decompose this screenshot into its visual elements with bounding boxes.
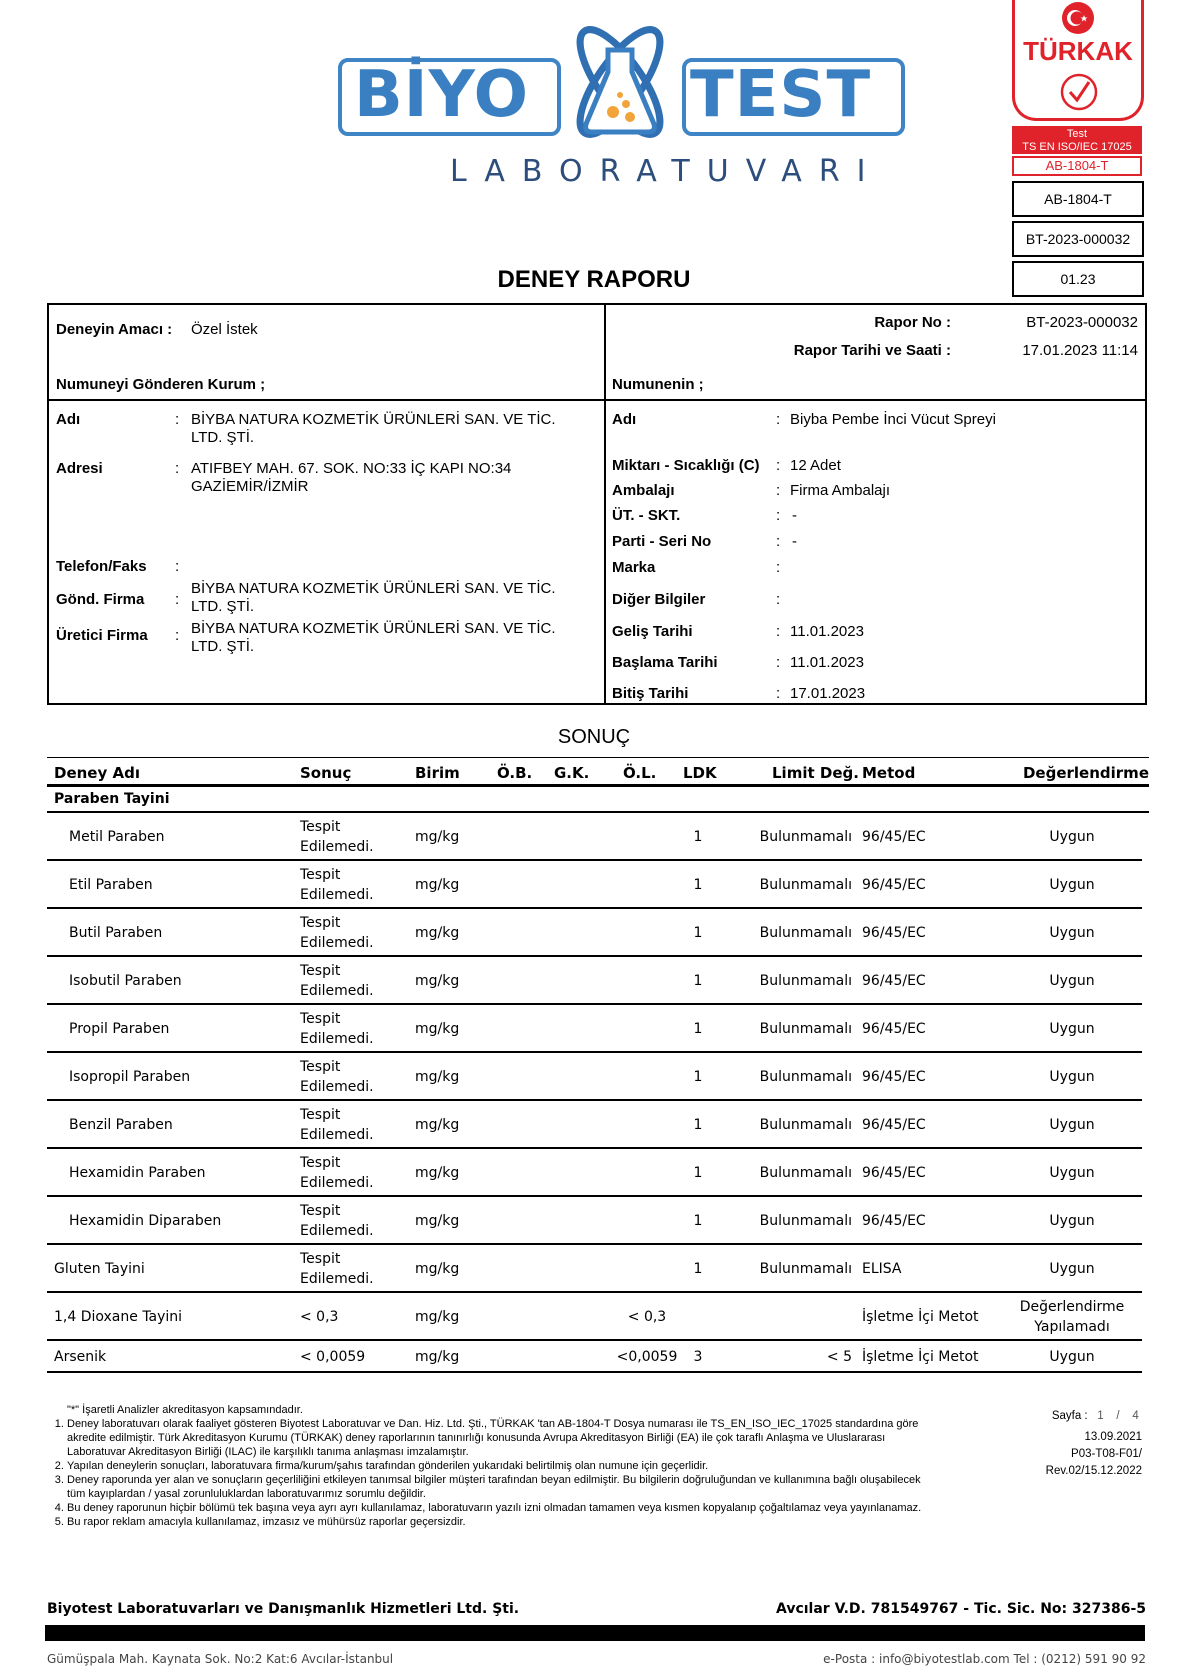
sample-packaging-label: Ambalajı (612, 482, 675, 499)
sender-address-value: ATIFBEY MAH. 67. SOK. NO:33 İÇ KAPI NO:34 GAZİEMİR/İZMİR (191, 460, 512, 495)
cell-evaluation: Uygun (1049, 829, 1095, 845)
col-ol: Ö.L. (623, 764, 657, 782)
colon: : (776, 533, 781, 550)
col-method: Metod (862, 764, 916, 782)
table-header (47, 757, 1149, 787)
report-no-box: BT-2023-000032 (1012, 221, 1144, 257)
cell-evaluation: Uygun (1049, 1117, 1095, 1133)
cell-method: ELISA (862, 1261, 902, 1277)
cell-evaluation: Uygun (1049, 973, 1095, 989)
results-heading: SONUÇ (557, 726, 631, 748)
cell-evaluation: Uygun (1049, 925, 1095, 941)
cell-ldk: 1 (693, 877, 703, 893)
turkak-accreditation-mark (1010, 0, 1144, 178)
report-no-label: Rapor No : (874, 314, 951, 331)
cell-method: 96/45/EC (862, 925, 926, 941)
end-date-label: Bitiş Tarihi (612, 685, 689, 702)
cell-limit: Bulunmamalı (759, 1213, 852, 1229)
cell-method: İşletme İçi Metot (862, 1309, 979, 1325)
cell-ldk: 1 (693, 1261, 703, 1277)
logo-subtitle: LABORATUVARI (450, 154, 883, 189)
group-label: Paraben Tayini (54, 791, 170, 807)
note-item: 2. Yapılan deneylerin sonuçları, laboratuvara firma/kurum/şahıs tarafından gönderilen yukarıdaki belirtilmiş olan numune için geçerlidir. (67, 1459, 927, 1473)
footer-bar (45, 1625, 1145, 1641)
sender-address-label: Adresi (56, 460, 103, 477)
sample-expiry-value: - (792, 507, 797, 524)
colon: : (175, 411, 180, 428)
cell-ldk: 1 (693, 973, 703, 989)
cell-limit: Bulunmamalı (759, 829, 852, 845)
colon: : (776, 654, 781, 671)
turkish-flag-icon (1060, 2, 1096, 36)
report-date-label: Rapor Tarihi ve Saati : (793, 342, 951, 359)
colon: : (776, 591, 781, 608)
sender-phone-label: Telefon/Faks (56, 558, 147, 575)
notes-intro: "*" İşaretli Analizler akreditasyon kapsamındadır. (67, 1404, 303, 1416)
cell-unit: mg/kg (415, 1021, 460, 1037)
cell-method: 96/45/EC (862, 973, 926, 989)
cell-method: 96/45/EC (862, 1021, 926, 1037)
cell-result: < 0,3 (300, 1309, 339, 1325)
cell-ldk: 1 (693, 1117, 703, 1133)
colon: : (776, 457, 781, 474)
sample-header: Numunenin ; (612, 376, 704, 393)
manufacturer-label: Üretici Firma (56, 627, 148, 644)
arrival-date-label: Geliş Tarihi (612, 623, 693, 640)
report-notes (47, 1403, 927, 1529)
table-row (47, 1149, 1142, 1197)
page-number (1010, 1408, 1142, 1425)
col-ob: Ö.B. (497, 764, 533, 782)
group-paraben (47, 787, 1149, 813)
accreditation-code: AB-1804-T (1012, 156, 1142, 176)
table-row (47, 909, 1142, 957)
cell-ldk: 1 (693, 829, 703, 845)
col-ldk: LDK (683, 764, 717, 782)
flask-atom-icon (558, 20, 683, 150)
colon: : (175, 591, 180, 608)
cell-test-name: Gluten Tayini (54, 1261, 145, 1277)
cell-method: 96/45/EC (862, 877, 926, 893)
sample-batch-label: Parti - Seri No (612, 533, 712, 550)
cell-unit: mg/kg (415, 1309, 460, 1325)
sample-other-label: Diğer Bilgiler (612, 591, 706, 608)
page-title: DENEY RAPORU (497, 266, 691, 293)
cell-ldk: 1 (693, 1069, 703, 1085)
cell-result: Tespit Edilemedi. (300, 915, 374, 951)
report-info-box (47, 303, 1147, 705)
cell-limit: Bulunmamalı (759, 925, 852, 941)
cell-method: 96/45/EC (862, 829, 926, 845)
info-divider-vertical (604, 305, 606, 703)
footer-address: Gümüşpala Mah. Kaynata Sok. No:2 Kat:6 Avcılar-İstanbul (47, 1652, 394, 1666)
col-evaluation: Değerlendirme (1022, 764, 1149, 782)
cell-unit: mg/kg (415, 877, 460, 893)
sender-name-value: BİYBA NATURA KOZMETİK ÜRÜNLERİ SAN. VE TİC. LTD. ŞTİ. (191, 411, 556, 446)
cell-test-name: Isopropil Paraben (69, 1069, 191, 1085)
page-label: Sayfa : (1051, 1410, 1088, 1422)
cell-result: Tespit Edilemedi. (300, 1251, 374, 1287)
notes-list (47, 1417, 927, 1529)
cell-test-name: Isobutil Paraben (69, 973, 182, 989)
note-item: 4. Bu deney raporunun hiçbir bölümü tek başına veya ayrı ayrı kullanılamaz, laboratuvarın yazılı izni olmadan tamamen veya kısmen kopyalanıp çoğaltılamaz veya yayınlanamaz. (67, 1501, 927, 1515)
cell-limit: < 5 (826, 1349, 852, 1365)
sample-brand-label: Marka (612, 559, 656, 576)
check-mark-icon (1059, 72, 1099, 112)
sample-name-label: Adı (612, 411, 637, 428)
cell-limit: Bulunmamalı (759, 1165, 852, 1181)
sending-company-label: Gönd. Firma (56, 591, 145, 608)
accreditation-no-box: AB-1804-T (1012, 181, 1144, 217)
sample-batch-value: - (792, 533, 797, 550)
page-total: 4 (1132, 1410, 1139, 1422)
table-row (47, 1005, 1142, 1053)
cell-unit: mg/kg (415, 1165, 460, 1181)
arrival-date-value: 11.01.2023 (790, 623, 864, 640)
cell-unit: mg/kg (415, 925, 460, 941)
cell-method: 96/45/EC (862, 1165, 926, 1181)
table-row (47, 1101, 1142, 1149)
colon: : (776, 411, 781, 428)
accreditation-standard (1012, 126, 1142, 154)
cell-evaluation: Uygun (1049, 1069, 1095, 1085)
cell-evaluation: Değerlendirme Yapılamadı (1019, 1299, 1125, 1335)
cell-limit: Bulunmamalı (759, 973, 852, 989)
cell-method: 96/45/EC (862, 1213, 926, 1229)
cell-limit: Bulunmamalı (759, 1021, 852, 1037)
accreditation-type: Test (1066, 128, 1088, 140)
col-result: Sonuç (300, 764, 352, 782)
cell-test-name: Etil Paraben (69, 877, 153, 893)
sample-expiry-label: ÜT. - SKT. (612, 507, 681, 524)
form-code: P03-T08-F01/ (1071, 1448, 1142, 1460)
cell-test-name: Butil Paraben (69, 925, 163, 941)
cell-result: Tespit Edilemedi. (300, 1107, 374, 1143)
cell-test-name: Hexamidin Paraben (69, 1165, 206, 1181)
footer-company: Biyotest Laboratuvarları ve Danışmanlık Hizmetleri Ltd. Şti. (47, 1601, 520, 1617)
colon: : (175, 627, 180, 644)
cell-ol: <0,0059 (616, 1349, 678, 1365)
col-unit: Birim (415, 764, 460, 782)
sample-name-value: Biyba Pembe İnci Vücut Spreyi (790, 411, 996, 428)
cell-evaluation: Uygun (1049, 1021, 1095, 1037)
colon: : (776, 482, 781, 499)
cell-unit: mg/kg (415, 1261, 460, 1277)
cell-evaluation: Uygun (1049, 1165, 1095, 1181)
cell-ldk: 1 (693, 1165, 703, 1181)
cell-ldk: 1 (693, 1021, 703, 1037)
col-limit: Limit Değ. (772, 764, 859, 782)
start-date-value: 11.01.2023 (790, 654, 864, 671)
cell-unit: mg/kg (415, 1069, 460, 1085)
report-date-value: 17.01.2023 11:14 (1022, 342, 1138, 359)
table-row (47, 1197, 1142, 1245)
cell-method: 96/45/EC (862, 1069, 926, 1085)
turkak-title: TÜRKAK (1023, 36, 1133, 66)
cell-unit: mg/kg (415, 1117, 460, 1133)
cell-unit: mg/kg (415, 1349, 460, 1365)
table-row (47, 1341, 1142, 1373)
cell-test-name: Propil Paraben (69, 1021, 170, 1037)
col-test-name: Deney Adı (54, 764, 140, 782)
end-date-value: 17.01.2023 (790, 685, 866, 702)
note-item: 1. Deney laboratuvarı olarak faaliyet gösteren Biyotest Laboratuvar ve Dan. Hiz. Ltd. Şti., TÜRKAK 'tan AB-1804-T Dosya numarası ile TS_EN_ISO_IEC_17025 standardına göre akredite edilmiştir. Türk Akreditasyon Kurumu (TÜRKAK) deney raporlarının tanınırlığı konusunda Avrupa Akreditasyon Birliği (EA) ile çok taraflı Anlaşma ve Uluslararası Laboratuvar Akreditasyon Birliği (ILAC) ile karşılıklı tanıma anlaşması imzalamıştır. (67, 1417, 927, 1459)
logo-word-right: TEST (690, 58, 872, 132)
colon: : (776, 507, 781, 524)
cell-evaluation: Uygun (1049, 877, 1095, 893)
purpose-value: Özel İstek (191, 321, 258, 338)
colon: : (776, 559, 781, 576)
cell-limit: Bulunmamalı (759, 1117, 852, 1133)
cell-test-name: Benzil Paraben (69, 1117, 173, 1133)
cell-evaluation: Uygun (1049, 1349, 1095, 1365)
page-separator: / (1116, 1410, 1120, 1422)
colon: : (175, 460, 180, 477)
sample-packaging-value: Firma Ambalajı (790, 482, 891, 499)
cell-result: Tespit Edilemedi. (300, 1011, 374, 1047)
cell-evaluation: Uygun (1049, 1213, 1095, 1229)
cell-ldk: 1 (693, 925, 703, 941)
cell-result: Tespit Edilemedi. (300, 1203, 374, 1239)
table-row (47, 861, 1142, 909)
table-row (47, 1293, 1142, 1341)
company-logo (330, 20, 910, 195)
cell-unit: mg/kg (415, 1213, 460, 1229)
table-row (47, 1245, 1142, 1293)
cell-evaluation: Uygun (1049, 1261, 1095, 1277)
sender-name-label: Adı (56, 411, 81, 428)
cell-test-name: Metil Paraben (69, 829, 165, 845)
cell-ldk: 1 (693, 1213, 703, 1229)
report-month-box: 01.23 (1012, 261, 1144, 297)
cell-test-name: Arsenik (54, 1349, 107, 1365)
page-current: 1 (1097, 1410, 1104, 1422)
cell-result: Tespit Edilemedi. (300, 1059, 374, 1095)
table-row (47, 1053, 1142, 1101)
cell-ol: < 0,3 (627, 1309, 667, 1325)
sending-company-value: BİYBA NATURA KOZMETİK ÜRÜNLERİ SAN. VE TİC. LTD. ŞTİ. (191, 580, 556, 615)
table-row (47, 813, 1142, 861)
accreditation-standard-name: TS EN ISO/IEC 17025 (1022, 141, 1132, 153)
info-divider-horizontal (49, 399, 1145, 401)
sender-header: Numuneyi Gönderen Kurum ; (56, 376, 266, 393)
colon: : (175, 558, 180, 575)
cell-result: < 0,0059 (300, 1349, 366, 1365)
cell-method: 96/45/EC (862, 1117, 926, 1133)
colon: : (776, 623, 781, 640)
colon: : (776, 685, 781, 702)
sample-quantity-value: 12 Adet (790, 457, 841, 474)
footer-contact: e-Posta : info@biyotestlab.com Tel : (0212) 591 90 92 (823, 1652, 1146, 1666)
logo-word-left: BİYO (354, 58, 530, 132)
report-no-value: BT-2023-000032 (1026, 314, 1138, 331)
footer-tax: Avcılar V.D. 781549767 - Tic. Sic. No: 327386-5 (776, 1601, 1146, 1617)
note-item: 3. Deney raporunda yer alan ve sonuçların geçerliliğini etkileyen tanımsal bilgiler müşteri tarafından beyan edilmiştir. Bu bilgilerin doğruluğundan ve kullanımına bağlı oluşabilecek tüm kayıplardan / yasal zorunluluklardan laboratuvarımız sorumlu değildir. (67, 1473, 927, 1501)
manufacturer-value: BİYBA NATURA KOZMETİK ÜRÜNLERİ SAN. VE TİC. LTD. ŞTİ. (191, 620, 556, 655)
sample-quantity-label: Miktarı - Sıcaklığı (C) (612, 457, 760, 474)
cell-unit: mg/kg (415, 829, 460, 845)
cell-limit: Bulunmamalı (759, 1069, 852, 1085)
cell-limit: Bulunmamalı (759, 1261, 852, 1277)
form-date: 13.09.2021 (1084, 1431, 1142, 1443)
purpose-label: Deneyin Amacı : (56, 321, 173, 338)
cell-method: İşletme İçi Metot (862, 1349, 979, 1365)
cell-result: Tespit Edilemedi. (300, 819, 374, 855)
cell-unit: mg/kg (415, 973, 460, 989)
cell-result: Tespit Edilemedi. (300, 867, 374, 903)
cell-result: Tespit Edilemedi. (300, 1155, 374, 1191)
form-revision: Rev.02/15.12.2022 (1045, 1465, 1142, 1477)
col-gk: G.K. (554, 764, 590, 782)
page-info (1010, 1408, 1142, 1480)
cell-result: Tespit Edilemedi. (300, 963, 374, 999)
cell-limit: Bulunmamalı (759, 877, 852, 893)
cell-test-name: 1,4 Dioxane Tayini (54, 1309, 183, 1325)
table-row (47, 957, 1142, 1005)
start-date-label: Başlama Tarihi (612, 654, 718, 671)
cell-test-name: Hexamidin Diparaben (69, 1213, 222, 1229)
cell-ldk: 3 (693, 1349, 703, 1365)
turkak-badge (1012, 0, 1144, 121)
note-item: 5. Bu rapor reklam amacıyla kullanılamaz, imzasız ve mühürsüz raporlar geçersizdir. (67, 1515, 927, 1529)
